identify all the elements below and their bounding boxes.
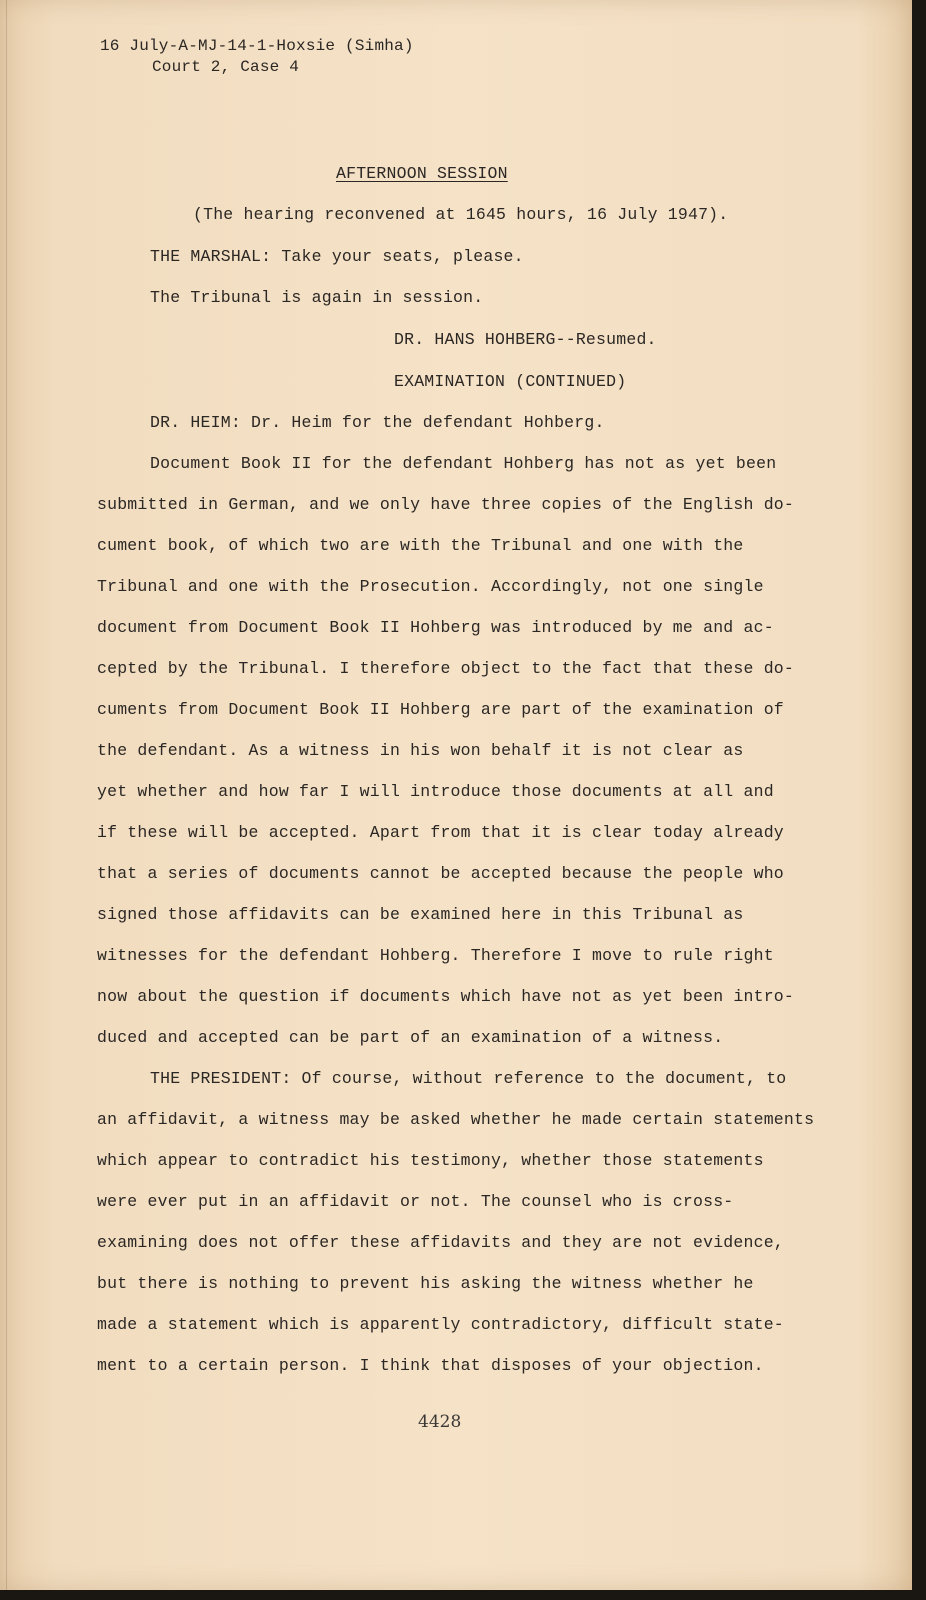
examination-heading: EXAMINATION (CONTINUED) [394, 372, 627, 391]
para2-line: were ever put in an affidavit or not. The counsel who is cross- [97, 1192, 734, 1211]
para2-line: examining does not offer these affidavits and they are not evidence, [97, 1233, 784, 1252]
page-number: 4428 [418, 1412, 462, 1432]
para1-line: the defendant. As a witness in his won behalf it is not clear as [97, 741, 744, 760]
para2-line: which appear to contradict his testimony, whether those statements [97, 1151, 764, 1170]
para1-line: yet whether and how far I will introduce those documents at all and [97, 782, 774, 801]
reconvened-line: (The hearing reconvened at 1645 hours, 16 July 1947). [193, 205, 729, 224]
header-line-1: 16 July-A-MJ-14-1-Hoxsie (Simha) [100, 37, 414, 55]
para2-line: made a statement which is apparently contradictory, difficult state- [97, 1315, 784, 1334]
para2-line: THE PRESIDENT: Of course, without reference to the document, to [150, 1069, 787, 1088]
para1-line: Tribunal and one with the Prosecution. Accordingly, not one single [97, 577, 764, 596]
para1-line: that a series of documents cannot be accepted because the people who [97, 864, 784, 883]
para1-line: cument book, of which two are with the Tribunal and one with the [97, 536, 744, 555]
witness-heading: DR. HANS HOHBERG--Resumed. [394, 330, 657, 349]
marshal-line: THE MARSHAL: Take your seats, please. [150, 247, 524, 266]
para1-line: document from Document Book II Hohberg was introduced by me and ac- [97, 618, 774, 637]
para1-line: duced and accepted can be part of an examination of a witness. [97, 1028, 724, 1047]
page-edge [6, 0, 7, 1590]
session-title: AFTERNOON SESSION [336, 164, 508, 183]
para1-line: now about the question if documents which have not as yet been intro- [97, 987, 795, 1006]
para1-line: cuments from Document Book II Hohberg are part of the examination of [97, 700, 784, 719]
para2-line: ment to a certain person. I think that disposes of your objection. [97, 1356, 764, 1375]
para1-line: witnesses for the defendant Hohberg. Therefore I move to rule right [97, 946, 774, 965]
para1-line: signed those affidavits can be examined here in this Tribunal as [97, 905, 744, 924]
para1-line: cepted by the Tribunal. I therefore object to the fact that these do- [97, 659, 795, 678]
dr-heim-line: DR. HEIM: Dr. Heim for the defendant Hohberg. [150, 413, 605, 432]
para1-line: if these will be accepted. Apart from that it is clear today already [97, 823, 784, 842]
para2-line: an affidavit, a witness may be asked whether he made certain statements [97, 1110, 815, 1129]
para1-line: Document Book II for the defendant Hohberg has not as yet been [150, 454, 777, 473]
tribunal-line: The Tribunal is again in session. [150, 288, 484, 307]
header-line-2: Court 2, Case 4 [152, 58, 300, 76]
para2-line: but there is nothing to prevent his asking the witness whether he [97, 1274, 754, 1293]
para1-line: submitted in German, and we only have three copies of the English do- [97, 495, 795, 514]
